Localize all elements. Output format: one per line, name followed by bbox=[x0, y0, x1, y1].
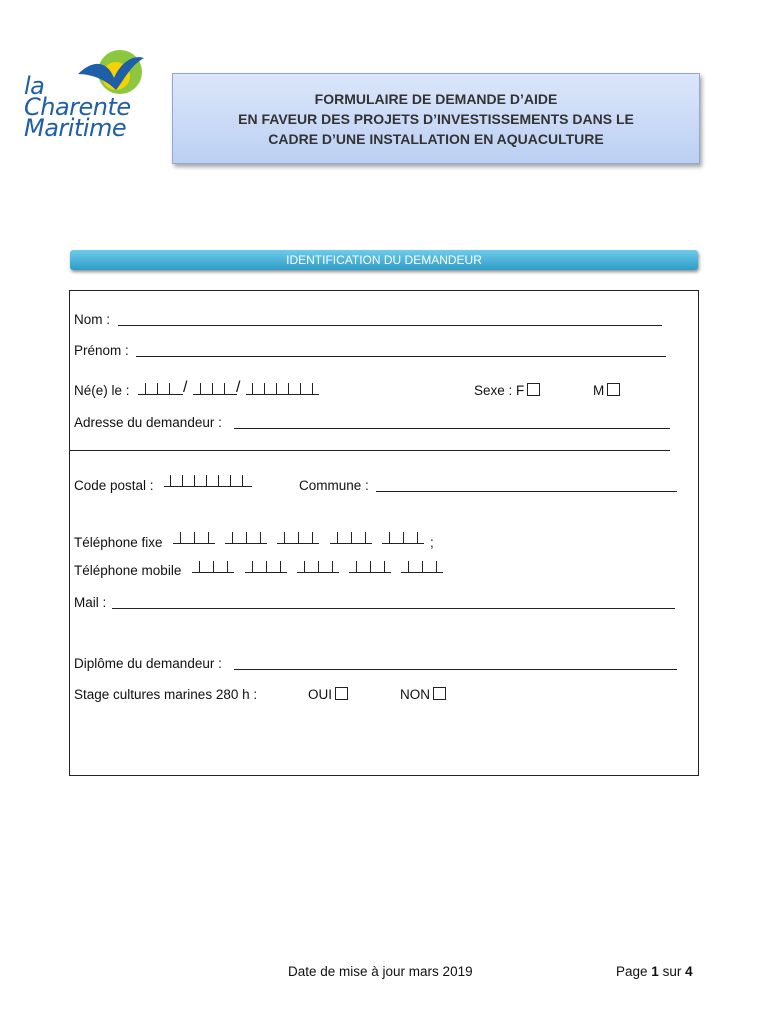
birthdate-label: Né(e) le : bbox=[74, 383, 130, 398]
birthdate-month-field[interactable] bbox=[193, 383, 237, 395]
commune-label: Commune : bbox=[299, 478, 369, 493]
nom-label: Nom : bbox=[74, 312, 111, 327]
stage-oui-option bbox=[308, 687, 348, 702]
sexe-f-label: Sexe : F bbox=[474, 383, 525, 398]
logo-line-1: la bbox=[24, 72, 45, 100]
sexe-m-checkbox[interactable] bbox=[607, 383, 620, 396]
page-separator: sur bbox=[662, 964, 682, 979]
charente-maritime-logo bbox=[24, 44, 144, 154]
footer-date: Date de mise à jour mars 2019 bbox=[288, 964, 473, 979]
page-prefix: Page bbox=[616, 964, 648, 979]
tel-fixe-group-5[interactable] bbox=[382, 532, 424, 544]
tel-mobile-group-3[interactable] bbox=[297, 561, 339, 573]
stage-oui-label: OUI bbox=[308, 687, 333, 702]
tel-fixe-label: Téléphone fixe bbox=[74, 535, 163, 550]
page-total: 4 bbox=[685, 964, 693, 979]
sexe-m-option bbox=[593, 383, 620, 398]
nom-field[interactable] bbox=[118, 325, 662, 326]
form-title-box bbox=[172, 73, 700, 164]
tel-fixe-separator: ; bbox=[430, 535, 434, 550]
logo-line-2: Charente bbox=[24, 93, 131, 121]
tel-fixe-group-3[interactable] bbox=[277, 532, 319, 544]
mail-field[interactable] bbox=[112, 608, 675, 609]
prenom-field[interactable] bbox=[136, 356, 666, 357]
sexe-m-label: M bbox=[593, 383, 605, 398]
title-line-1: FORMULAIRE DE DEMANDE D’AIDE bbox=[314, 90, 558, 107]
section-header: IDENTIFICATION DU DEMANDEUR bbox=[70, 250, 698, 270]
page-current: 1 bbox=[651, 964, 659, 979]
logo-line-3: Maritime bbox=[24, 114, 127, 142]
date-separator: / bbox=[236, 379, 241, 396]
code-postal-field[interactable] bbox=[164, 475, 252, 487]
tel-mobile-group-5[interactable] bbox=[401, 561, 443, 573]
adresse-field[interactable] bbox=[234, 428, 670, 429]
stage-oui-checkbox[interactable] bbox=[335, 687, 348, 700]
stage-non-checkbox[interactable] bbox=[433, 687, 446, 700]
tel-fixe-group-2[interactable] bbox=[225, 532, 267, 544]
code-postal-label: Code postal : bbox=[74, 478, 154, 493]
tel-mobile-group-2[interactable] bbox=[245, 561, 287, 573]
birthdate-year-field[interactable] bbox=[246, 383, 319, 395]
tel-mobile-label: Téléphone mobile bbox=[74, 563, 182, 578]
sexe-f-checkbox[interactable] bbox=[527, 383, 540, 396]
adresse-label: Adresse du demandeur : bbox=[74, 415, 222, 430]
mail-label: Mail : bbox=[74, 595, 107, 610]
tel-fixe-group-1[interactable] bbox=[173, 532, 215, 544]
logo-text bbox=[24, 72, 131, 142]
adresse-field-line-2[interactable] bbox=[70, 450, 670, 451]
commune-field[interactable] bbox=[376, 491, 677, 492]
footer-page-number bbox=[616, 964, 693, 979]
tel-mobile-group-4[interactable] bbox=[349, 561, 391, 573]
stage-label: Stage cultures marines 280 h : bbox=[74, 687, 258, 702]
applicant-form bbox=[69, 290, 699, 776]
diplome-field[interactable] bbox=[234, 669, 677, 670]
prenom-label: Prénom : bbox=[74, 343, 129, 358]
birthdate-day-field[interactable] bbox=[138, 383, 183, 395]
title-line-2: EN FAVEUR DES PROJETS D’INVESTISSEMENTS DANS LE bbox=[238, 110, 634, 127]
tel-fixe-group-4[interactable] bbox=[330, 532, 372, 544]
sexe-f-option bbox=[474, 383, 540, 398]
stage-non-label: NON bbox=[400, 687, 430, 702]
diplome-label: Diplôme du demandeur : bbox=[74, 656, 222, 671]
tel-mobile-group-1[interactable] bbox=[192, 561, 234, 573]
stage-non-option bbox=[400, 687, 446, 702]
title-line-3: CADRE D’UNE INSTALLATION EN AQUACULTURE bbox=[268, 130, 604, 147]
date-separator: / bbox=[183, 379, 188, 396]
